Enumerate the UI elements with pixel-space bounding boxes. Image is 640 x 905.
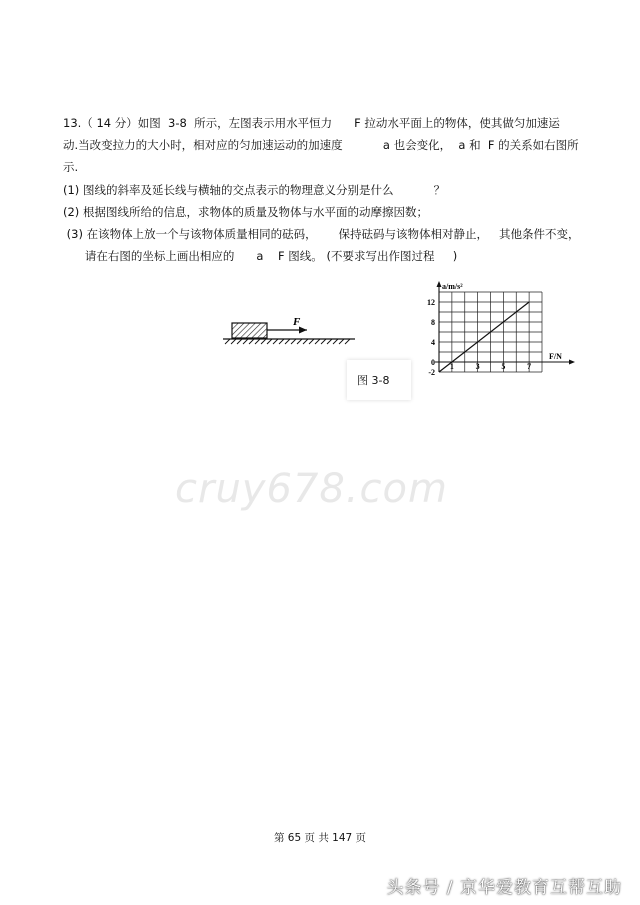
question-line-2: 动.当改变拉力的大小时，相对应的匀加速运动的加速度 a 也会变化， a 和 F 的关系如右图所 [63, 138, 579, 152]
graph-ticks [427, 298, 531, 377]
figure-caption: 图 3-8 [357, 374, 390, 387]
x-tick-label: 3 [475, 362, 480, 371]
block [232, 323, 267, 338]
y-tick-label: -2 [428, 368, 435, 377]
ground-hatching [225, 339, 350, 344]
y-tick-label: 4 [431, 338, 435, 347]
y-tick-label: 0 [431, 358, 435, 367]
y-axis-arrowhead [437, 281, 442, 287]
y-tick-label: 12 [427, 298, 435, 307]
x-axis-label: F/N [549, 352, 562, 361]
y-tick-label: 8 [431, 318, 435, 327]
sub-question-3: (3) 在该物体上放一个与该物体质量相同的砝码， 保持砝码与该物体相对静止， 其他条件不变， [63, 227, 580, 241]
watermark: cruy678.com [175, 466, 448, 512]
sub-question-3-cont: 请在右图的坐标上画出相应的 a F 图线。 (不要求写出作图过程 ) [63, 249, 458, 263]
a-f-graph [415, 280, 580, 380]
x-tick-label: 1 [449, 362, 454, 371]
x-axis-arrowhead [569, 360, 575, 365]
block-force-figure [215, 312, 365, 408]
sub-question-2: (2) 根据图线所给的信息，求物体的质量及物体与水平面的动摩擦因数； [63, 205, 428, 219]
question-line-3: 示. [63, 160, 79, 174]
question-line-1: 13.（ 14 分）如图 3-8 所示，左图表示用水平恒力 F 拉动水平面上的物体，使其做匀加速运 [63, 116, 560, 130]
page-footer: 第 65 页 共 147 页 [273, 832, 367, 844]
x-tick-label: 5 [501, 362, 506, 371]
y-axis-label: a/m/s² [442, 282, 463, 291]
brand-watermark: 头条号 / 京华爱教育互帮互助 [386, 878, 622, 898]
x-tick-label: 7 [527, 362, 532, 371]
sub-question-1: (1) 图线的斜率及延长线与横轴的交点表示的物理意义分别是什么 ？ [63, 183, 446, 197]
force-label: F [293, 316, 301, 328]
